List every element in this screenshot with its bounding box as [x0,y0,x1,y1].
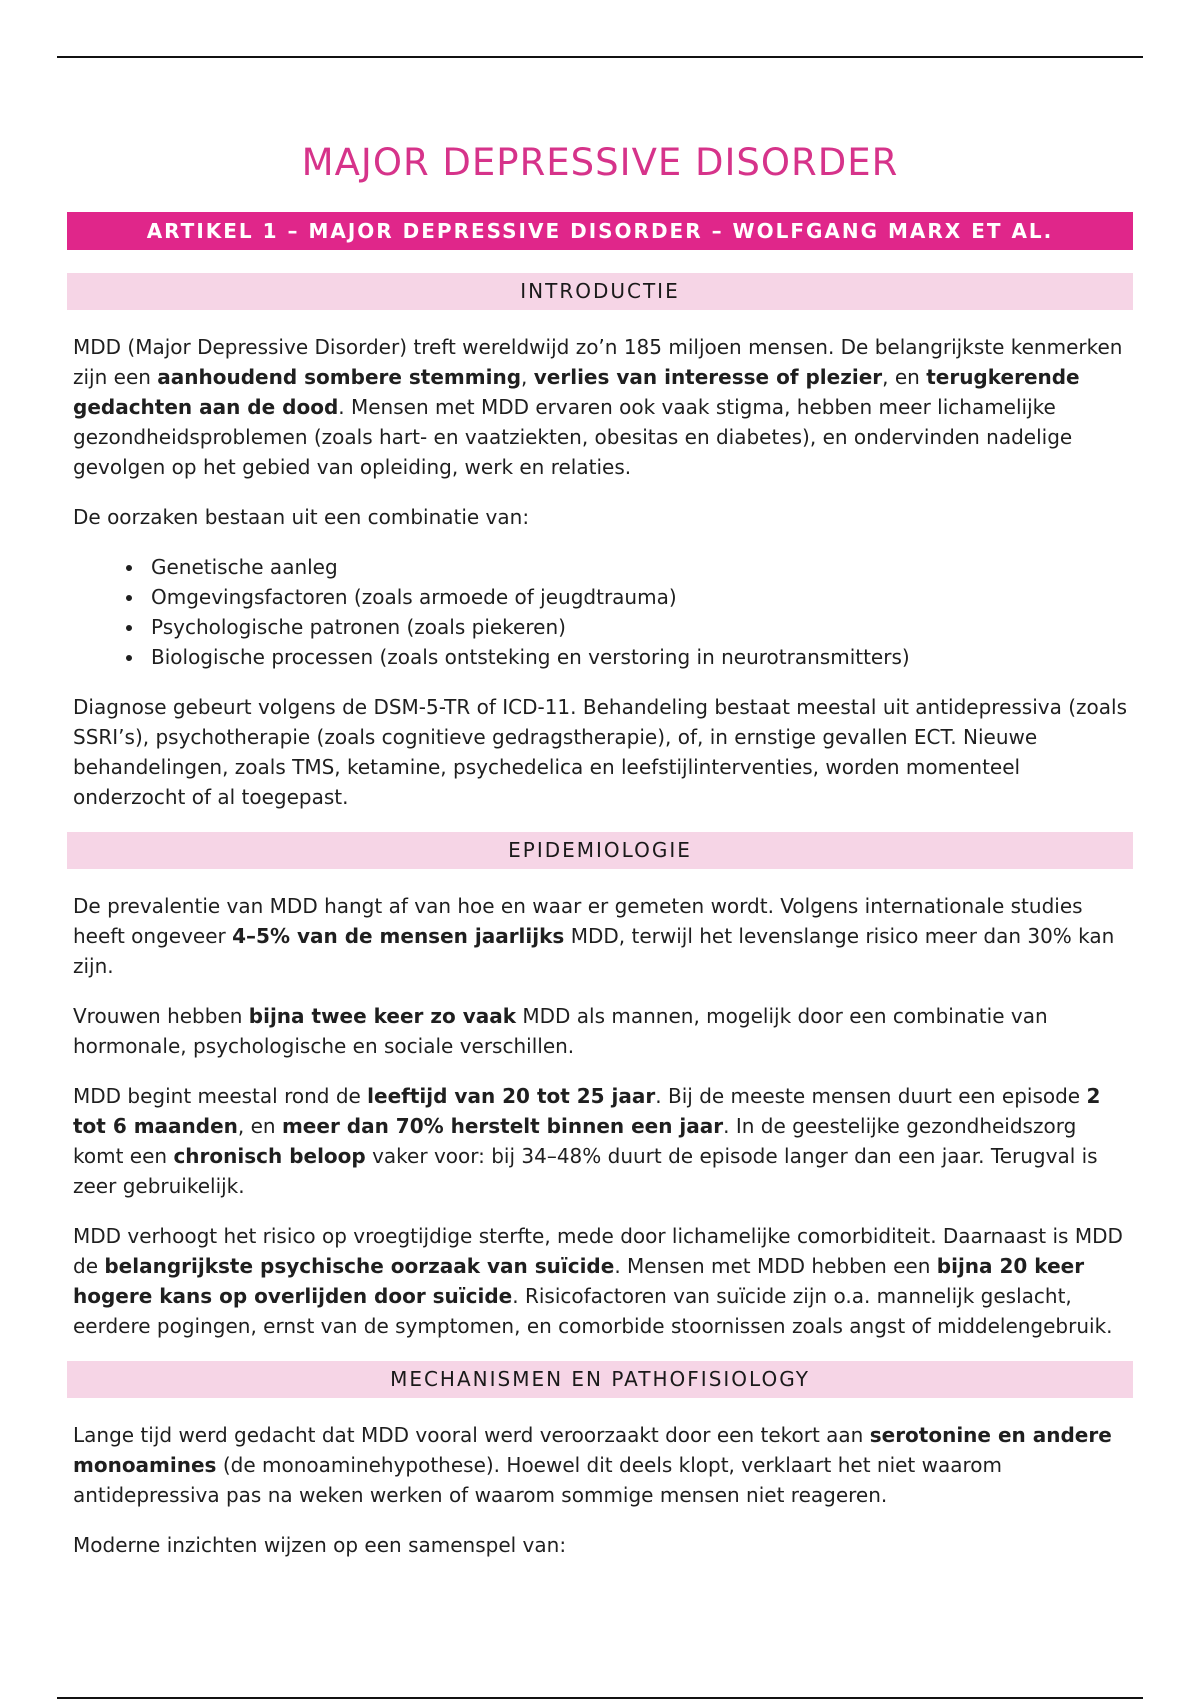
top-rule [57,56,1143,58]
list-item: • Biologische processen (zoals ontsteking en verstoring in neurotransmitters) [145,642,1133,672]
article-banner: ARTIKEL 1 – MAJOR DEPRESSIVE DISORDER – WOLFGANG MARX ET AL. [67,212,1133,250]
mech-paragraph-1: Lange tijd werd gedacht dat MDD vooral werd veroorzaakt door een tekort aan serotonine en andere monoamines (de monoaminehypothese). Hoewel dit deels klopt, verklaart het niet waarom antidepressiva pas na weken werken of waarom sommige mensen niet reageren. [73,1423,1112,1507]
section-heading-epidemiologie: EPIDEMIOLOGIE [67,832,1133,869]
intro-paragraph-2: De oorzaken bestaan uit een combinatie van: [73,505,530,529]
document-page [67,140,1133,1580]
epi-paragraph-2: Vrouwen hebben bijna twee keer zo vaak MDD als mannen, mogelijk door een combinatie van hormonale, psychologische en sociale verschillen. [73,1004,1048,1058]
section-heading-mechanismen: MECHANISMEN EN PATHOFISIOLOGY [67,1361,1133,1398]
epi-paragraph-4: MDD verhoogt het risico op vroegtijdige sterfte, mede door lichamelijke comorbiditeit. Daarnaast is MDD de belangrijkste psychische oorzaak van suïcide. Mensen met MDD hebben een bijna 20 keer hogere kans op overlijden door suïcide. Risicofactoren van suïcide zijn o.a. mannelijk geslacht, eerdere pogingen, ernst van de symptomen, en comorbide stoornissen zoals angst of middelengebruik. [73,1224,1123,1338]
document-title: MAJOR DEPRESSIVE DISORDER [301,141,899,184]
intro-paragraph-1: MDD (Major Depressive Disorder) treft wereldwijd zo’n 185 miljoen mensen. De belangrijkste kenmerken zijn een aanhoudend sombere stemming, verlies van interesse of plezier, en terugkerende gedachten aan de dood. Mensen met MDD ervaren ook vaak stigma, hebben meer lichamelijke gezondheidsproblemen (zoals hart- en vaatziekten, obesitas en diabetes), en ondervinden nadelige gevolgen op het gebied van opleiding, werk en relaties. [73,335,1123,479]
list-item: • Genetische aanleg [145,552,1133,582]
epi-paragraph-1: De prevalentie van MDD hangt af van hoe en waar er gemeten wordt. Volgens internationale studies heeft ongeveer 4–5% van de mensen jaarlijks MDD, terwijl het levenslange risico meer dan 30% kan zijn. [73,894,1115,978]
list-item: • Omgevingsfactoren (zoals armoede of jeugdtrauma) [145,582,1133,612]
bottom-rule [57,1697,1143,1699]
section-heading-introductie: INTRODUCTIE [67,273,1133,310]
epi-paragraph-3: MDD begint meestal rond de leeftijd van 20 tot 25 jaar. Bij de meeste mensen duurt een episode 2 tot 6 maanden, en meer dan 70% herstelt binnen een jaar. In de geestelijke gezondheidszorg komt een chronisch beloop vaker voor: bij 34–48% duurt de episode langer dan een jaar. Terugval is zeer gebruikelijk. [73,1084,1101,1198]
mech-paragraph-2: Moderne inzichten wijzen op een samenspel van: [73,1533,567,1557]
list-item: • Psychologische patronen (zoals piekeren) [145,612,1133,642]
causes-list [67,552,1133,672]
intro-paragraph-3: Diagnose gebeurt volgens de DSM-5-TR of ICD-11. Behandeling bestaat meestal uit antidepressiva (zoals SSRI’s), psychotherapie (zoals cognitieve gedragstherapie), of, in ernstige gevallen ECT. Nieuwe behandelingen, zoals TMS, ketamine, psychedelica en leefstijlinterventies, worden momenteel onderzocht of al toegepast. [73,695,1127,809]
